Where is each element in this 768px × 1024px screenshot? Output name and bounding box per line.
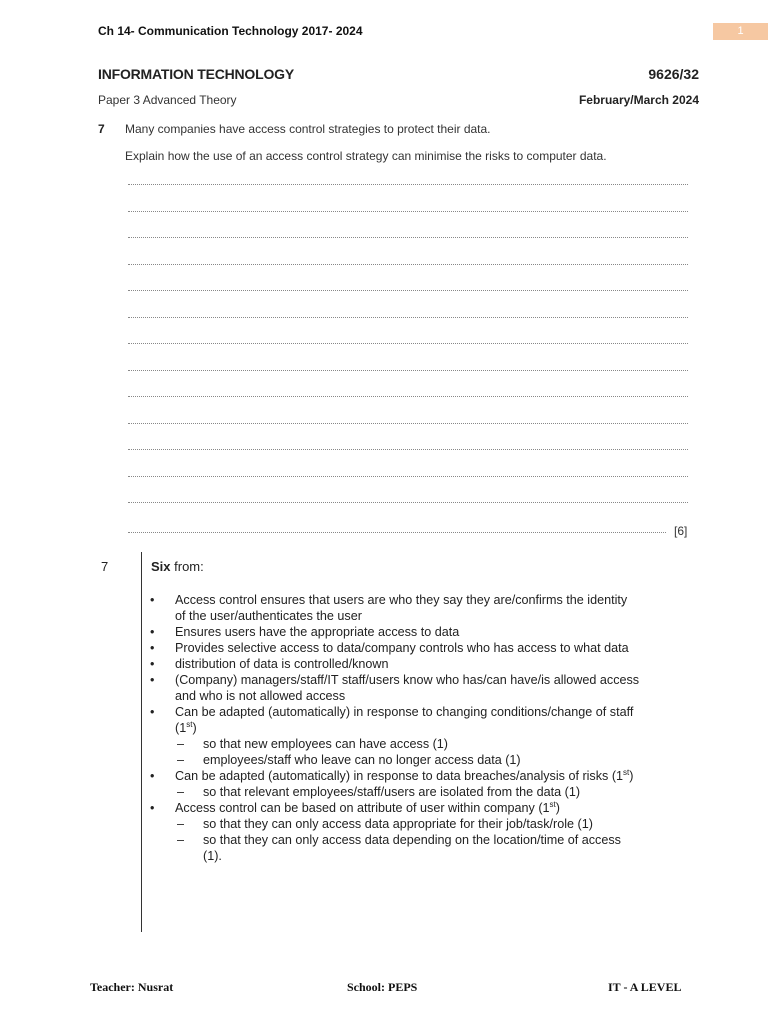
- mark-scheme-text: so that they can only access data appropriate for their job/task/role (1): [203, 817, 593, 831]
- ordinal-superscript: st: [186, 719, 193, 729]
- answer-line: [128, 502, 688, 503]
- mark-scheme-text-tail: ): [192, 721, 197, 735]
- footer-school: School: PEPS: [347, 980, 418, 994]
- mark-scheme-point: [151, 624, 641, 640]
- bullet-icon: •: [150, 801, 155, 815]
- footer-level: IT - A LEVEL: [608, 980, 682, 994]
- dash-icon: –: [177, 785, 185, 799]
- mark-scheme-intro-bold: Six: [151, 559, 171, 574]
- mark-scheme-point: [151, 672, 641, 704]
- dash-icon: –: [177, 737, 185, 751]
- answer-line: [128, 449, 688, 450]
- mark-scheme-point: [151, 592, 641, 624]
- dash-icon: –: [177, 817, 185, 831]
- answer-line: [128, 396, 688, 397]
- mark-scheme-subpoint: [151, 784, 641, 800]
- footer-teacher: Teacher: Nusrat: [90, 980, 174, 994]
- mark-scheme-text: Access control can be based on attribute of user within company (1: [175, 801, 550, 815]
- bullet-icon: •: [150, 657, 155, 671]
- mark-scheme-intro: [151, 559, 204, 574]
- ordinal-superscript: st: [549, 799, 556, 809]
- answer-line: [128, 184, 688, 185]
- mark-scheme-text: distribution of data is controlled/known: [175, 657, 389, 671]
- mark-scheme-text: Ensures users have the appropriate access to data: [175, 625, 460, 639]
- mark-scheme-text: so that new employees can have access (1): [203, 737, 449, 751]
- answer-line: [128, 290, 688, 291]
- mark-scheme-text-tail: ): [629, 769, 634, 783]
- document-header-title: Ch 14- Communication Technology 2017- 2024: [98, 24, 363, 38]
- ordinal-superscript: st: [623, 767, 630, 777]
- question-text: Many companies have access control strategies to protect their data.: [125, 122, 491, 136]
- mark-scheme-text: so that relevant employees/staff/users are isolated from the data (1): [203, 785, 581, 799]
- mark-scheme-text: employees/staff who leave can no longer access data (1): [203, 753, 521, 767]
- answer-line: [128, 370, 688, 371]
- mark-scheme-subpoint: [151, 736, 641, 752]
- mark-scheme-text: so that they can only access data depending on the location/time of access (1).: [203, 833, 621, 863]
- mark-scheme-point: [151, 640, 641, 656]
- mark-scheme-list: [151, 592, 641, 864]
- mark-scheme-subpoint: [151, 752, 641, 768]
- answer-line: [128, 532, 666, 533]
- mark-scheme-intro-rest: from:: [170, 559, 204, 574]
- exam-session: February/March 2024: [578, 93, 699, 107]
- answer-line: [128, 476, 688, 477]
- mark-scheme-point: [151, 656, 641, 672]
- answer-line: [128, 423, 688, 424]
- answer-line: [128, 237, 688, 238]
- question-marks: [6]: [674, 524, 688, 538]
- mark-scheme-text: Can be adapted (automatically) in response to data breaches/analysis of risks (1: [175, 769, 624, 783]
- bullet-icon: •: [150, 673, 155, 687]
- exam-paper: Paper 3 Advanced Theory: [98, 93, 237, 107]
- bullet-icon: •: [150, 641, 155, 655]
- mark-scheme-number: 7: [101, 559, 109, 574]
- answer-line: [128, 211, 688, 212]
- mark-scheme-point: [151, 800, 641, 816]
- exam-subject: INFORMATION TECHNOLOGY: [98, 66, 294, 82]
- mark-scheme-text: Access control ensures that users are who they say they are/confirms the identity of the user/authenticates the user: [175, 593, 628, 623]
- mark-scheme-text: Can be adapted (automatically) in response to changing conditions/change of staff (1: [175, 705, 634, 735]
- exam-code: 9626/32: [648, 66, 699, 82]
- dash-icon: –: [177, 753, 185, 767]
- page-number-badge: 1: [713, 23, 768, 40]
- answer-line: [128, 264, 688, 265]
- question-instruction: Explain how the use of an access control strategy can minimise the risks to computer data.: [125, 149, 607, 163]
- bullet-icon: •: [150, 705, 155, 719]
- bullet-icon: •: [150, 593, 155, 607]
- dash-icon: –: [177, 833, 185, 847]
- mark-scheme-text-tail: ): [555, 801, 560, 815]
- answer-line: [128, 317, 688, 318]
- mark-scheme-text: (Company) managers/staff/IT staff/users know who has/can have/is allowed access and who is not allowed access: [175, 673, 640, 703]
- bullet-icon: •: [150, 625, 155, 639]
- mark-scheme-point: [151, 704, 641, 736]
- bullet-icon: •: [150, 769, 155, 783]
- question-number: 7: [98, 122, 105, 136]
- mark-scheme-text: Provides selective access to data/company controls who has access to what data: [175, 641, 629, 655]
- mark-scheme-subpoint: [151, 832, 641, 864]
- mark-scheme-subpoint: [151, 816, 641, 832]
- mark-scheme-point: [151, 768, 641, 784]
- mark-scheme-divider: [141, 552, 142, 932]
- answer-line: [128, 343, 688, 344]
